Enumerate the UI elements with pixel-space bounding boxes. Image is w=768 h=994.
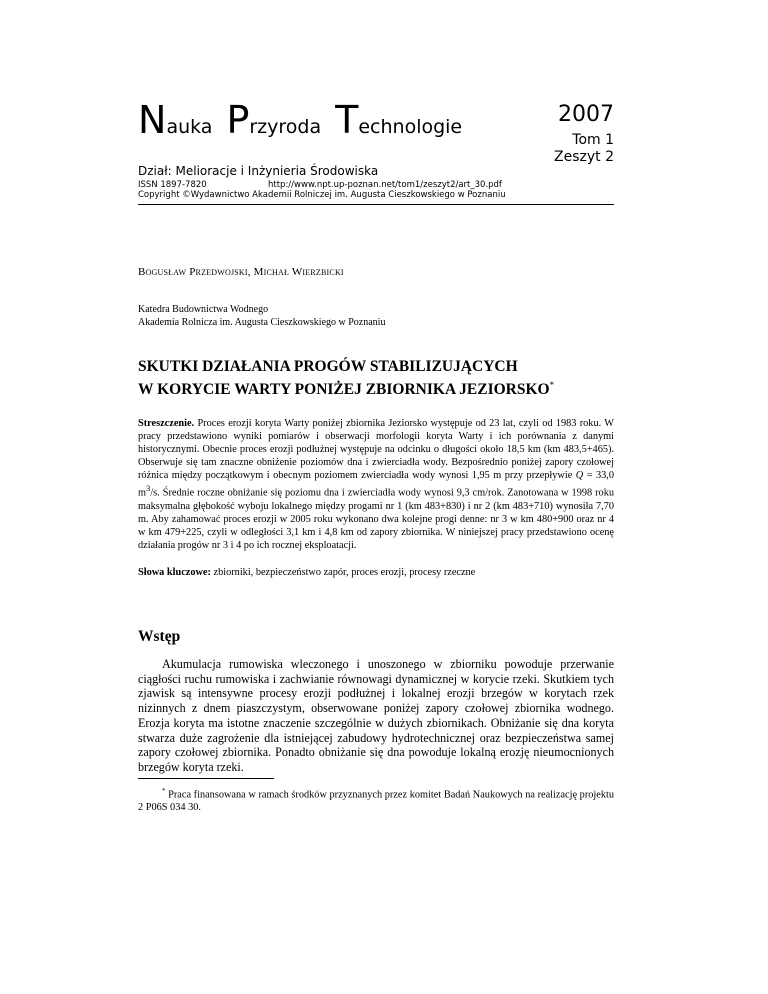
abstract-label: Streszczenie.	[138, 418, 195, 429]
journal-word1-initial: N	[138, 98, 167, 142]
abstract	[138, 417, 614, 552]
journal-year: 2007	[558, 102, 614, 127]
footnote-marker: *	[162, 787, 166, 795]
title-line2: W KORYCIE WARTY PONIŻEJ ZBIORNIKA JEZIORSKO	[138, 381, 550, 399]
article-title	[138, 358, 554, 399]
keywords-label: Słowa kluczowe:	[138, 567, 211, 578]
journal-volume: Tom 1	[572, 132, 614, 148]
footnote-text: Praca finansowana w ramach środków przyznanych przez komitet Badań Naukowych na realizację projektu 2 P06S 034 30.	[138, 789, 614, 814]
keywords	[138, 566, 614, 579]
article-url[interactable]: http://www.npt.up-poznan.net/tom1/zeszyt2/art_30.pdf	[268, 180, 502, 190]
journal-word3-rest: echnologie	[358, 116, 463, 138]
footnote	[138, 785, 614, 814]
intro-paragraph: Akumulacja rumowiska wleczonego i unoszonego w zbiorniku powoduje przerwanie ciągłości ruchu rumowiska i zachwianie równowagi dynamicznej w korycie rzeki. Skutkiem tych zjawisk są intensywne procesy erozji podłużnej i lokalnej erozji brzegów w korytach rzek nizinnych z dnem piaszczystym, obserwowane poniżej zapory czołowej zbiornika wodnego. Erozja koryta ma istotne znaczenie szczególnie w dużych zbiornikach. Obniżanie się dna koryta stwarza duże zagrożenie dla istniejącej zabudowy hydrotechnicznej oraz bezpieczeństwa samej zapory czołowej zbiornika. Ponadto obniżanie się dna powoduje lokalną erozję nieumocnionych brzegów koryta rzeki.	[138, 657, 614, 774]
abstract-text-2: = 33,0 m	[138, 470, 614, 499]
journal-issue: Zeszyt 2	[554, 149, 614, 165]
journal-word2-rest: rzyroda	[249, 116, 322, 138]
title-line1: SKUTKI DZIAŁANIA PROGÓW STABILIZUJĄCYCH	[138, 358, 518, 375]
journal-title	[138, 98, 462, 149]
keywords-text: zbiorniki, bezpieczeństwo zapór, proces erozji, procesy rzeczne	[210, 567, 476, 578]
header-divider	[138, 204, 614, 205]
affiliation	[138, 303, 385, 329]
journal-word3-initial: T	[335, 98, 359, 142]
title-footnote-marker: *	[549, 380, 555, 390]
abstract-q-symbol: Q	[575, 470, 584, 482]
section-heading: Wstęp	[138, 628, 181, 645]
affiliation-line1: Katedra Budownictwa Wodnego	[138, 304, 269, 315]
journal-word1-rest: auka	[166, 116, 213, 138]
authors: Bogusław Przedwojski, Michał Wierzbicki	[138, 266, 344, 278]
issn: ISSN 1897-7820	[138, 180, 207, 190]
copyright: Copyright ©Wydawnictwo Akademii Rolniczej im. Augusta Cieszkowskiego w Poznaniu	[138, 190, 506, 200]
abstract-text-1: Proces erozji koryta Warty poniżej zbiornika Jeziorsko występuje od 23 lat, czyli od 1983 roku. W pracy przedstawiono wyniki pomiarów i obserwacji morfologii koryta Warty i ich porównania z danymi historycznymi. Obecnie proces erozji podłużnej występuje na odcinku o długości około 18,5 km (km 483,5+465). Obserwuje się tam znaczne obniżenie poziomów dna i zwierciadła wody. Bezpośrednio poniżej zapory czołowej różnica między początkowym i obecnym poziomem zwierciadła wody wynosi 1,95 m przy przepływie	[138, 418, 614, 482]
affiliation-line2: Akademia Rolnicza im. Augusta Cieszkowskiego w Poznaniu	[138, 317, 386, 328]
department: Dział: Melioracje i Inżynieria Środowiska	[138, 164, 379, 178]
abstract-superscript: 3	[146, 483, 151, 494]
journal-word2-initial: P	[226, 98, 250, 142]
abstract-text-3: /s. Średnie roczne obniżanie się poziomu dna i zwierciadła wody wynosi 9,3 cm/rok. Zanotowana w 1998 roku maksymalna głębokość wyboju lokalnego między progami nr 1 (km 483+830) i nr 2 (km 483+710) wynosiła 7,70 m. Aby zahamować proces erozji w 2005 roku wykonano dwa kolejne progi denne: nr 3 w km 480+900 oraz nr 4 w km 479+225, czyli w odległości 3,1 km i 4,8 km od zapory zbiornika. W niniejszej pracy przedstawiono ocenę działania progów nr 3 i 4 po ich rocznej eksploatacji.	[138, 487, 614, 552]
footnote-divider	[138, 778, 274, 779]
journal-header	[138, 98, 614, 202]
